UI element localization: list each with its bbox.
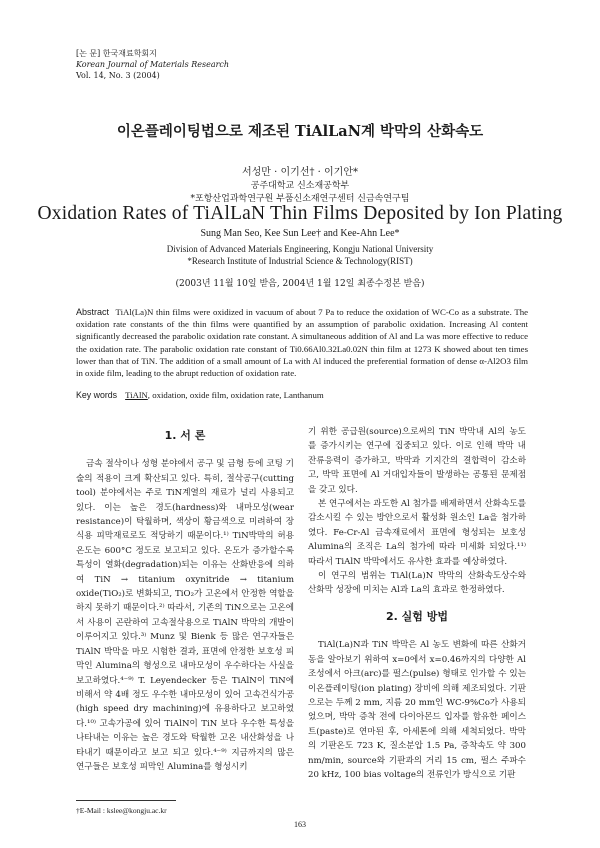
journal-header-line3: Vol. 14, No. 3 (2004) bbox=[76, 71, 160, 80]
section-heading-introduction: 1. 서 론 bbox=[164, 429, 206, 442]
abstract-text: TiAl(La)N thin films were oxidized in vacuum of about 7 Pa to reduce the oxidation of WC-Co as a substrate. The oxidation rate constants of the thin films were quantified by an assumption of parabolic oxidation. Increasing Al content significantly decreased the parabolic oxidation rate constant. A simultaneous addition of Al and La was more effective to reduce the oxidation rate. The parabolic oxidation rate constant of Ti0.66Al0.32La0.02N thin film at 1273 K showed about ten times lower than that of TiN. The addition of a small amount of La with Al induced the preferential formation of dense α-Al2O3 film in oxide film, leading to the abrupt reduction of oxidation rate. bbox=[76, 307, 528, 379]
journal-header-line2: Korean Journal of Materials Research bbox=[76, 60, 230, 69]
abstract-label: Abstract bbox=[76, 307, 110, 317]
paragraph-methods-1: TiAl(La)N과 TiN 박막은 Al 농도 변화에 따른 산화거동을 알아보기 위하여 x=0에서 x=0.46까지의 다양한 Al 조성에서 아크(arc)를 펄스(pulse) 형태로 인가할 수 있는 이온플레이팅(ion plating) 장비에 의해 제조되었다. 기판으로는 두께 2 mm, 지름 20 mm인 WC-9%Co가 사용되었으며, 박막 증착 전에 다이아몬드 입자를 함유한 페이스트(paste)로 연마된 후, 아세톤에 의해 세척되었다. 박막의 기판온도 723 K, 질소분압 1.5 Pa, 증착속도 약 300 nm/min, source와 기판과의 거리 15 cm, 펄스 주파수 20 kHz, 100 bias voltage의 전류인가 방식으로 기판 bbox=[308, 640, 526, 780]
footnote-divider bbox=[76, 800, 176, 801]
paragraph-intro-continued: 기 위한 공급원(source)으로써의 TiN 박막내 Al의 농도를 증가시키는 연구에 집중되고 있다. 이로 인해 박막 내 잔류응력이 증가하고, 박막과 기지간의 결합력이 감소하고, 박막 표면에 Al 거대입자들이 발생하는 공통된 문제점을 갖고 있다. bbox=[308, 427, 526, 495]
journal-header bbox=[76, 48, 229, 81]
keywords-rest: , oxidation, oxide film, oxidation rate, Lanthanum bbox=[147, 390, 324, 400]
affiliation-korean-1: 공주대학교 신소재공학부 bbox=[250, 181, 350, 191]
paragraph-intro-2: 본 연구에서는 과도한 Al 첨가를 배제하면서 산화속도를 감소시킬 수 있는 방안으로서 활성화 원소인 La을 첨가하였다. Fe-Cr-Al 금속재료에서 표면에 형성되는 보호성 Alumina의 조직은 La의 첨가에 따라 미세화 되었다.¹¹⁾ 따라서 TiAlN 박막에서도 유사한 효과를 예상하였다. bbox=[308, 499, 526, 567]
affiliation-english-2: *Research Institute of Industrial Science & Technology(RIST) bbox=[187, 256, 413, 266]
keyword-first: TiAlN bbox=[125, 390, 148, 400]
footnote-email: †E-Mail : kslee@kongju.ac.kr bbox=[76, 806, 167, 815]
left-column bbox=[76, 425, 294, 774]
keywords bbox=[76, 390, 528, 400]
right-column bbox=[308, 425, 526, 782]
title-english: Oxidation Rates of TiAlLaN Thin Films Deposited by Ion Plating bbox=[37, 203, 563, 224]
received-dates: (2003년 11월 10일 받음, 2004년 1월 12일 최종수정본 받음) bbox=[175, 279, 425, 289]
page-number: 163 bbox=[294, 820, 306, 829]
authors-korean: 서성만 · 이기선† · 이기안* bbox=[241, 167, 358, 178]
paragraph-intro-3: 이 연구의 범위는 TiAl(La)N 박막의 산화속도상수와 산화막 성장에 미치는 Al과 La의 효과로 한정하였다. bbox=[308, 571, 526, 596]
abstract bbox=[76, 306, 528, 379]
affiliation-korean-2: *포항산업과학연구원 부품신소재연구센터 신금속연구팀 bbox=[190, 194, 410, 204]
affiliation-english-1: Division of Advanced Materials Engineering, Kongju National University bbox=[166, 244, 434, 254]
affiliations-english bbox=[0, 243, 600, 267]
paragraph-intro-1: 금속 절삭이나 성형 분야에서 공구 및 금형 등에 코팅 기술의 적용이 크게 확산되고 있다. 특히, 절삭공구(cutting tool) 분야에서는 주로 TiN계열의 재료가 널리 사용되고 있다. 이는 높은 경도(hardness)와 내마모성(wear resistance)이 탁월하며, 색상이 황금색으로 미려하여 장식용 피막재료로도 적당하기 때문이다.¹⁾ TiN박막의 허용온도는 600°C 정도로 보고되고 있다. 온도가 증가할수록 특성이 열화(degradation)되는 이유는 산화반응에 의하여 TiN → titanium oxynitride → titanium oxide(TiO₂)로 변화되고, TiO₂가 고온에서 안정한 역할을 하지 못하기 때문이다.²⁾ 따라서, 기존의 TiN으로는 고온에서 사용이 곤란하여 고속절삭용으로 TiAlN 박막의 개발이 이루어지고 있다.³⁾ Munz 및 Bienk 등 많은 연구자들은 TiAlN 박막을 마모 시험한 결과, 표면에 안정한 보호성 피막인 Alumina의 형성으로 내마모성이 우수하다는 사실을 보고하였다.⁴⁻⁹⁾ T. Leyendecker 등은 TiAlN이 TiN에 비해서 약 4배 정도 우수한 내마모성이 있어 고속건식가공(high speed dry machining)에 유용하다고 보고하였다.¹⁰⁾ 고속가공에 있어 TiAlN이 TiN 보다 우수한 특성을 나타내는 이유는 높은 경도와 탁월한 고온 내산화성을 나타내기 때문이라고 보고 되고 있다.⁴⁻⁹⁾ 지금까지의 많은 연구들은 보호성 피막인 Alumina를 형성시키 bbox=[76, 459, 294, 772]
authors-english: Sung Man Seo, Kee Sun Lee† and Kee-Ahn Lee* bbox=[200, 228, 400, 239]
journal-header-line1: [논 문] 한국재료학회지 bbox=[76, 49, 157, 58]
title-korean: 이온플레이팅법으로 제조된 TiAlLaN계 박막의 산화속도 bbox=[116, 123, 484, 140]
section-heading-methods: 2. 실험 방법 bbox=[386, 609, 448, 623]
keywords-label: Key words bbox=[76, 390, 118, 400]
